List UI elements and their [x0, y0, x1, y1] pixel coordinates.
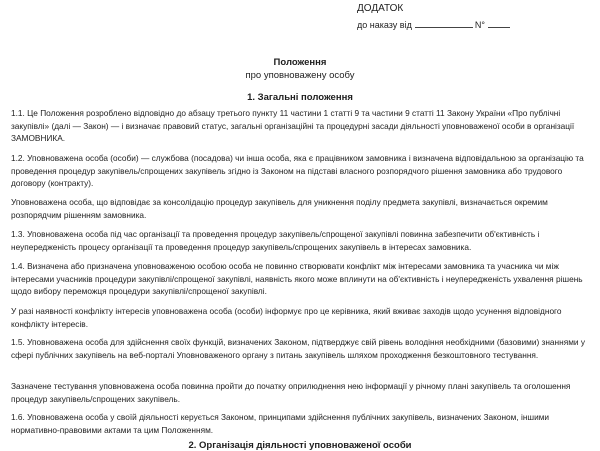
annex-title: ДОДАТОК: [357, 3, 404, 14]
section-heading-1: 1. Загальні положення: [247, 92, 353, 103]
annex-order-prefix: до наказу від: [357, 20, 412, 30]
annex-order-line: [357, 19, 512, 31]
paragraph-1-5: 1.5. Уповноважена особа для здійснення своїх функцій, визначених Законом, підтверджує свій рівень володіння необхідними (базовими) знаннями у сфері публічних закупівель на веб-порталі Уповноваженого органу з питань закупівель шляхом проходження безкоштовного тестування.: [11, 337, 585, 360]
annex-number-sign: N°: [474, 20, 485, 30]
paragraph-consolidation: Уповноважена особа, що відповідає за консолідацію процедур закупівель для уникнення поділу предмета закупівлі, визначається окремим розпорядчим рішенням замовника.: [11, 197, 548, 220]
document-subtitle: про уповноважену особу: [245, 70, 355, 81]
paragraph-1-6: 1.6. Уповноважена особа у своїй діяльності керується Законом, принципами здійснення публічних закупівель, визначених Законом, іншими нормативно-правовими актами та цим Положенням.: [11, 412, 550, 435]
annex-block: [357, 3, 512, 31]
paragraph-1-1: 1.1. Це Положення розроблено відповідно до абзацу третього пункту 11 частини 1 статті 9 та частини 9 статті 11 Закону України «Про публічні закупівлі» (далі — Закон) — і визначає правовий статус, загальні організаційні та процедурні засади діяльності уповноваженої особи в організації ЗАМОВНИКА.: [11, 108, 575, 143]
section-heading-2: 2. Організація діяльності уповноваженої особи: [188, 440, 412, 451]
paragraph-1-2: 1.2. Уповноважена особа (особи) — службова (посадова) чи інша особа, яка є працівником замовника і визначена відповідальною за організацію та проведення процедур закупівель/спрощених закупівель згідно із Законом на підставі власного розпорядчого рішення замовника або трудового договору (контракту).: [11, 153, 584, 188]
paragraph-conflict: У разі наявності конфлікту інтересів уповноважена особа (особи) інформує про це керівника, який вживає заходів щодо усунення відповідного конфлікту інтересів.: [11, 306, 562, 329]
paragraph-1-4: 1.4. Визначена або призначена уповноваженою особою особа не повинно створювати конфлікт між інтересами замовника та учасника чи між інтересами учасників процедури закупівлі/спрощеної закупівлі, наявність якого може вплинути на об'єктивність і неупередженість ухвалення рішень щодо вибору переможця процедури закупівлі/спрощеної закупівлі.: [11, 261, 583, 296]
paragraph-testing: Зазначене тестування уповноважена особа повинна пройти до початку оприлюднення нею інформації у річному плані закупівель та оголошення процедур закупівель/спрощених закупівель.: [11, 381, 571, 404]
date-blank-line: [415, 19, 473, 28]
document-title: Положення: [273, 57, 327, 68]
number-blank-line: [488, 19, 510, 28]
paragraph-1-3: 1.3. Уповноважена особа під час організації та проведення процедур закупівель/спрощеної закупівлі повинна забезпечити об'єктивність і неупередженість процесу організації та проведення процедур закупівель/спрощених закупівель в інтересах замовника.: [11, 229, 540, 252]
